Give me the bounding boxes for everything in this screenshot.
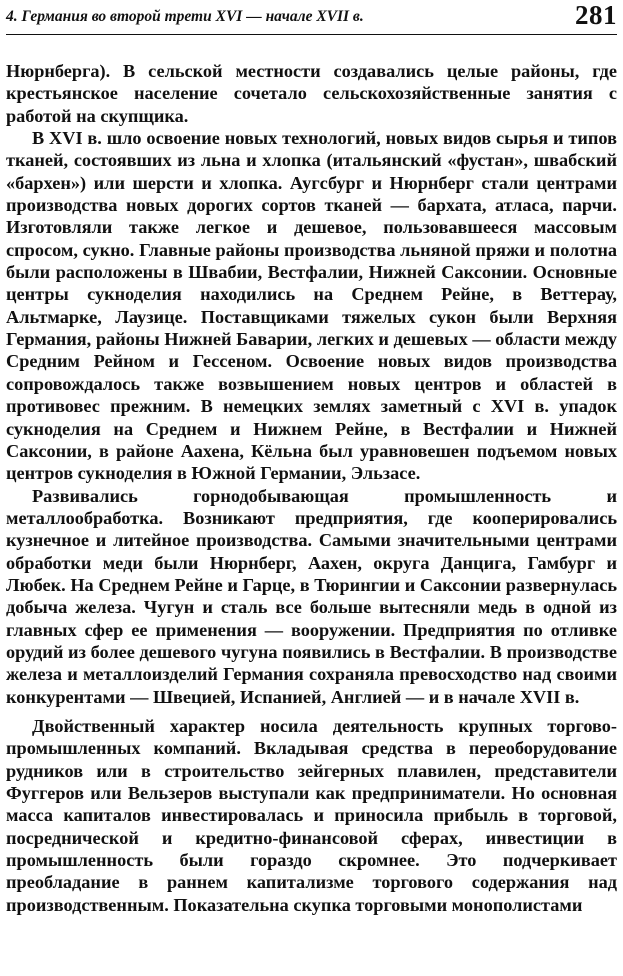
running-header: [6, 0, 617, 36]
header-rule: [6, 34, 617, 35]
paragraph-continued: Нюрнберга). В сельской местности создавались целые районы, где крестьянское население сочетало сельскохозяйственные занятия с работой на скупщика.: [6, 61, 617, 126]
body-text: [6, 60, 617, 916]
paragraph-textiles: В XVI в. шло освоение новых технологий, новых видов сырья и типов тканей, состоявших из льна и хлопка (итальянский «фустан», швабский «бархен») или шерсти и хлопка. Аугсбург и Нюрнберг стали центрами производства новых дорогих сортов тканей — бархата, атласа, парчи. Изготовляли также легкое и дешевое, пользовавшееся массовым спросом, сукно. Главные районы производства льняной пряжи и полотна были расположены в Швабии, Вестфалии, Нижней Саксонии. Основные центры сукноделия находились на Среднем Рейне, в Веттерау, Альтмарке, Лаузице. Поставщиками тяжелых сукон были Верхняя Германия, районы Нижней Баварии, легких и дешевых — области между Средним Рейном и Гессеном. Освоение новых видов производства сопровождалось также возвышением новых центров и областей в противовес прежним. В немецких землях заметный с XVI в. упадок сукноделия на Среднем и Нижнем Рейне, в Вестфалии и Нижней Саксонии, в районе Аахена, Кёльна был уравновешен подъемом новых центров сукноделия в Южной Германии, Эльзасе.: [6, 128, 617, 484]
paragraph-trading-companies: Двойственный характер носила деятельность крупных торгово-промышленных компаний. Вкладывая средства в переоборудование рудников или в строительство зейгерных плавилен, представители Фуггеров или Вельзеров выступали как предприниматели. Но основная масса капиталов инвестировалась и приносила прибыль в торговой, посреднической и кредитно-финансовой сферах, инвестиции в промышленность были гораздо скромнее. Это подчеркивает преобладание в раннем капитализме торгового содержания над производственным. Показательна скупка торговыми монополистами: [6, 715, 617, 915]
book-page: [6, 0, 617, 976]
paragraph-metallurgy: Развивались горнодобывающая промышленность и металлообработка. Возникают предприятия, где кооперировались кузнечное и литейное производства. Самыми значительными центрами обработки меди были Нюрнберг, Аахен, округа Данцига, Гамбург и Любек. На Среднем Рейне и Гарце, в Тюрингии и Саксонии развернулась добыча железа. Чугун и сталь все больше вытесняли медь в одной из главных сфер ее применения — вооружении. Предприятия по отливке орудий из более дешевого чугуна появились в Вестфалии. В производстве железа и металлоизделий Германия сохраняла превосходство над своими конкурентами — Швецией, Испанией, Англией — и в начале XVII в.: [6, 485, 617, 707]
page-number: 281: [575, 0, 617, 30]
chapter-title: 4. Германия во второй трети XVI — начале XVII в.: [6, 8, 364, 25]
